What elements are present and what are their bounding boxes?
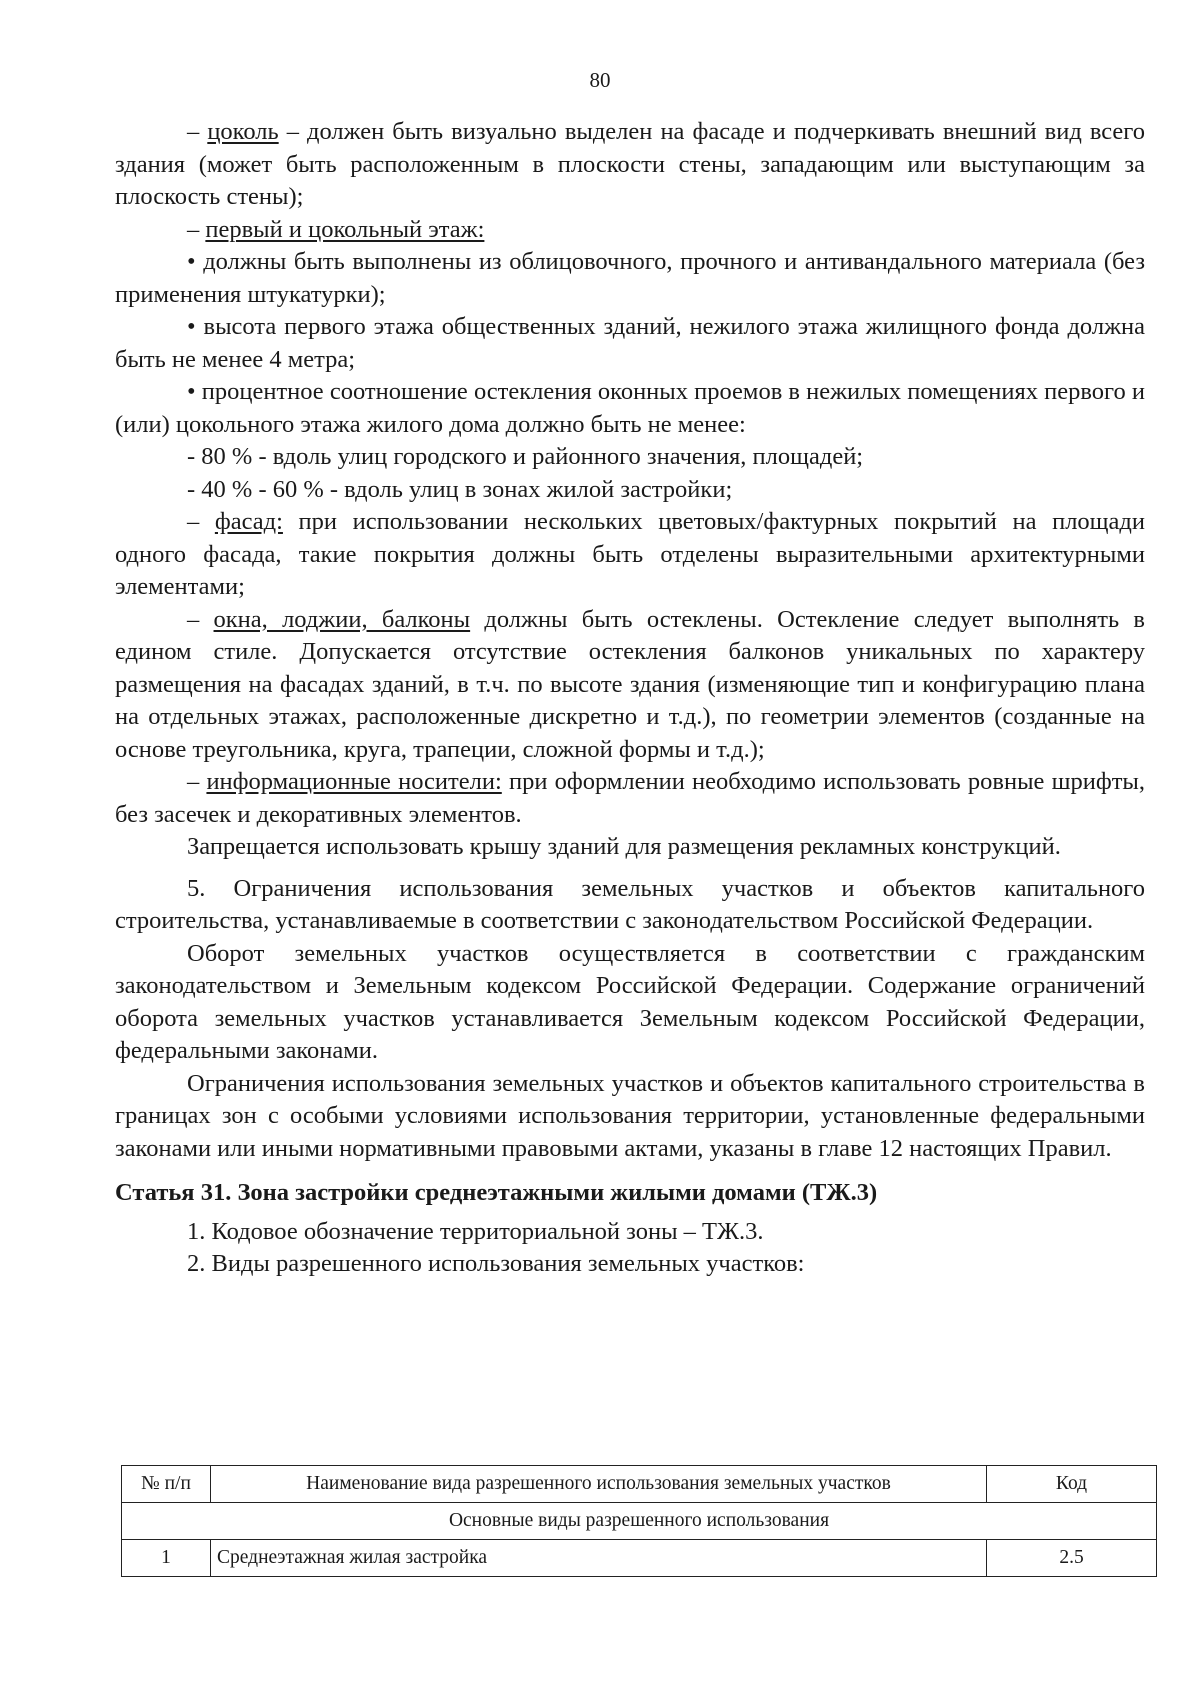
- dash: –: [187, 118, 208, 145]
- dash: –: [187, 508, 215, 535]
- paragraph-floor: [115, 214, 1145, 247]
- bullet-material: • должны быть выполнены из облицовочного, прочного и антивандального материала (без применения штукатурки);: [115, 248, 1145, 308]
- paragraph-facade-text: при использовании нескольких цветовых/фактурных покрытий на площади одного фасада, такие покрытия должны быть отделены выразительными архитектурными элементами;: [115, 508, 1145, 600]
- dash: –: [187, 215, 206, 243]
- bullet-height: • высота первого этажа общественных зданий, нежилого этажа жилищного фонда должна быть не менее 4 метра;: [115, 313, 1145, 373]
- sub-item-40-60: - 40 % - 60 % - вдоль улиц в зонах жилой застройки;: [187, 475, 733, 503]
- term-info-carriers: информационные носители:: [206, 768, 502, 795]
- document-body: [115, 116, 1145, 1281]
- term-windows: окна, лоджии, балконы: [213, 605, 471, 633]
- paragraph-windows-text: должны быть остеклены. Остекление следует выполнять в едином стиле. Допускается отсутствие остекления балконов уникальных по характеру размещения на фасадах зданий, в т.ч. по высоте здания (изменяющие тип и конфигурацию плана на отдельных этажах, расположенные дискретно и т.д.), по геометрии элементов (созданные на основе треугольника, круга, трапеции, сложной формы и т.д.);: [115, 605, 1145, 763]
- header-name: Наименование вида разрешенного использования земельных участков: [211, 1466, 987, 1503]
- paragraph-tsokol-text: – должен быть визуально выделен на фасаде и подчеркивать внешний вид всего здания (может быть расположенным в плоскости стены, западающим или выступающим за плоскость стены);: [115, 118, 1145, 210]
- article-heading: Статья 31. Зона застройки среднеэтажными жилыми домами (ТЖ.3): [115, 1179, 878, 1206]
- cell-name: Среднеэтажная жилая застройка: [211, 1540, 987, 1577]
- page-number: 80: [589, 68, 611, 92]
- bullet-glazing: • процентное соотношение остекления оконных проемов в нежилых помещениях первого и (или) цокольного этажа жилого дома должно быть не менее:: [115, 378, 1145, 438]
- paragraph-turnover: Оборот земельных участков осуществляется в соответствии с гражданским законодательством и Земельным кодексом Российской Федерации. Содержание ограничений оборота земельных участков устанавливается Земельным кодексом Российской Федерации, федеральными законами.: [115, 939, 1145, 1064]
- table-row: [122, 1540, 1157, 1577]
- paragraph-item-5: 5. Ограничения использования земельных участков и объектов капитального строительства, устанавливаемые в соответствии с законодательством Российской Федерации.: [115, 874, 1145, 934]
- header-num: № п/п: [122, 1466, 211, 1503]
- term-facade: фасад:: [214, 508, 283, 535]
- paragraph-facade: [115, 506, 1145, 604]
- paragraph-tsokol: [115, 116, 1145, 214]
- dash: –: [187, 768, 207, 795]
- table-section-row: [122, 1503, 1157, 1540]
- land-use-table: [121, 1465, 1157, 1577]
- paragraph-roof: Запрещается использовать крышу зданий для размещения рекламных конструкций.: [187, 833, 1061, 860]
- table-header-row: [122, 1466, 1157, 1503]
- sub-item-80: - 80 % - вдоль улиц городского и районного значения, площадей;: [187, 443, 864, 470]
- cell-num: 1: [122, 1540, 211, 1577]
- paragraph-windows: [115, 604, 1145, 767]
- section-title: Основные виды разрешенного использования: [122, 1503, 1157, 1540]
- header-code: Код: [987, 1466, 1157, 1503]
- term-tsokol: цоколь: [207, 118, 279, 145]
- cell-code: 2.5: [987, 1540, 1157, 1577]
- paragraph-info-text: при оформлении необходимо использовать ровные шрифты, без засечек и декоративных элементов.: [115, 768, 1146, 828]
- article-item-1: 1. Кодовое обозначение территориальной зоны – ТЖ.3.: [187, 1217, 764, 1245]
- paragraph-limits: Ограничения использования земельных участков и объектов капитального строительства в границах зон с особыми условиями использования территории, установленные федеральными законами или иными нормативными правовыми актами, указаны в главе 12 настоящих Правил.: [115, 1069, 1145, 1162]
- article-item-2: 2. Виды разрешенного использования земельных участков:: [187, 1250, 805, 1277]
- term-first-floor: первый и цокольный этаж:: [205, 215, 485, 243]
- dash: –: [187, 605, 214, 633]
- paragraph-info: [115, 766, 1145, 831]
